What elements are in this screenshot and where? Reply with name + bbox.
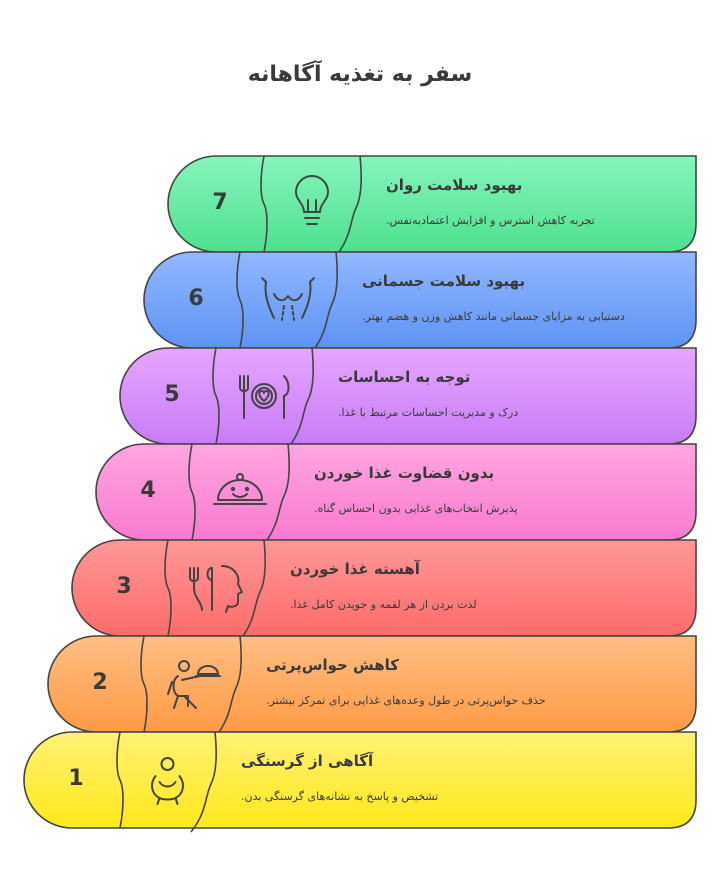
step-band (24, 732, 696, 828)
step-description: درک و مدیریت احساسات مرتبط با غذا. (338, 406, 519, 419)
step-title: بدون قضاوت غذا خوردن (314, 464, 495, 482)
step-5-block (120, 348, 696, 448)
step-number: 5 (164, 382, 180, 407)
step-4-block (96, 444, 696, 544)
step-6-block (144, 252, 696, 352)
step-3-block (72, 540, 696, 640)
step-title: آگاهی از گرسنگی (241, 752, 374, 770)
step-description: لذت بردن از هر لقمه و جویدن کامل غذا. (290, 598, 477, 611)
step-title: آهسته غذا خوردن (290, 560, 420, 578)
step-title: توجه به احساسات (338, 368, 471, 386)
step-number: 6 (188, 286, 204, 311)
step-band (96, 444, 696, 540)
step-band (168, 156, 696, 252)
step-title: بهبود سلامت روان (386, 176, 523, 194)
step-1-block (24, 732, 696, 832)
step-band (120, 348, 696, 444)
step-title: کاهش حواس‌پرتی (266, 656, 400, 674)
step-description: دستیابی به مزایای جسمانی مانند کاهش وزن و هضم بهتر. (362, 310, 625, 323)
page-title: سفر به تغذیه آگاهانه (247, 62, 473, 87)
step-number: 3 (116, 574, 132, 599)
step-title: بهبود سلامت جسمانی (362, 272, 526, 290)
step-7-block (168, 156, 696, 256)
step-2-block (48, 636, 696, 736)
step-description: حذف حواس‌پرتی در طول وعده‌های غذایی برای تمرکز بیشتر. (266, 694, 546, 707)
step-band (144, 252, 696, 348)
step-number: 7 (212, 190, 228, 215)
step-description: تجربه کاهش استرس و افزایش اعتمادبه‌نفس. (386, 214, 595, 227)
step-description: تشخیص و پاسخ به نشانه‌های گرسنگی بدن. (241, 790, 439, 803)
step-number: 2 (92, 670, 108, 695)
step-number: 4 (140, 478, 156, 503)
step-number: 1 (68, 766, 84, 791)
step-band (48, 636, 696, 732)
step-description: پذیرش انتخاب‌های غذایی بدون احساس گناه. (314, 502, 518, 515)
